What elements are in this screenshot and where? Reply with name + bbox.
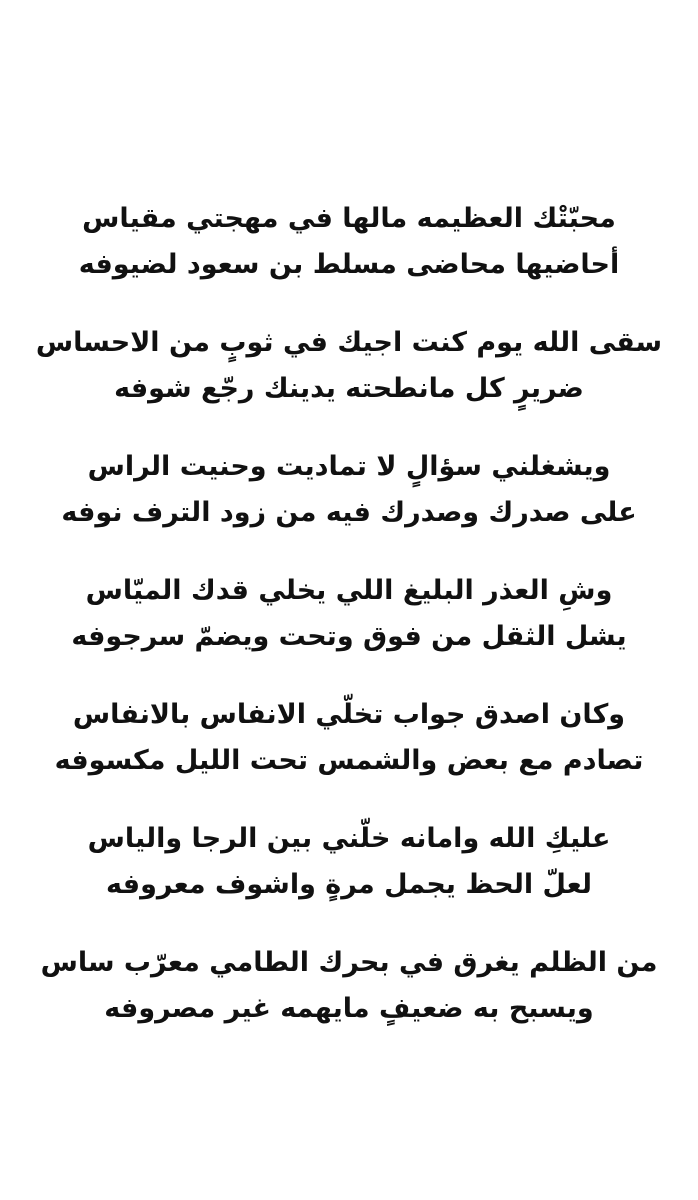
verse-line: سقى الله يوم كنت اجيك في ثوبٍ من الاحساس xyxy=(35,327,663,358)
verse-line: تصادم مع بعض والشمس تحت الليل مكسوفه xyxy=(54,745,644,776)
stanza-6 xyxy=(30,816,668,940)
verse-line: على صدرك وصدرك فيه من زود الترف نوفه xyxy=(61,497,637,528)
verse-line: عليكِ الله وامانه خلّني بين الرجا والياس xyxy=(87,823,611,854)
verse-line: وكان اصدق جواب تخلّي الانفاس بالانفاس xyxy=(72,699,626,730)
verse-line: ويسبح به ضعيفٍ مايهمه غير مصروفه xyxy=(104,993,594,1024)
stanza-3 xyxy=(30,444,668,568)
stanza-2 xyxy=(30,320,668,444)
verse-line: لعلّ الحظ يجمل مرةٍ واشوف معروفه xyxy=(106,869,592,900)
verse-line: وشِ العذر البليغ اللي يخلي قدك الميّاس xyxy=(85,575,613,606)
poem xyxy=(30,196,668,1064)
stanza-4 xyxy=(30,568,668,692)
stanza-7 xyxy=(30,940,668,1064)
verse-line: أحاضيها محاضى مسلط بن سعود لضيوفه xyxy=(78,249,620,280)
verse-line: من الظلم يغرق في بحرك الطامي معرّب ساس xyxy=(40,947,658,978)
stanza-5 xyxy=(30,692,668,816)
verse-line: ويشغلني سؤالٍ لا تماديت وحنيت الراس xyxy=(87,451,611,482)
verse-line: ضريرٍ كل مانطحته يدينك رجّع شوفه xyxy=(114,373,584,404)
stanza-1 xyxy=(30,196,668,320)
verse-line: محبّتْك العظيمه مالها في مهجتي مقياس xyxy=(82,203,616,234)
verse-line: يشل الثقل من فوق وتحت ويضمّ سرجوفه xyxy=(71,621,627,652)
